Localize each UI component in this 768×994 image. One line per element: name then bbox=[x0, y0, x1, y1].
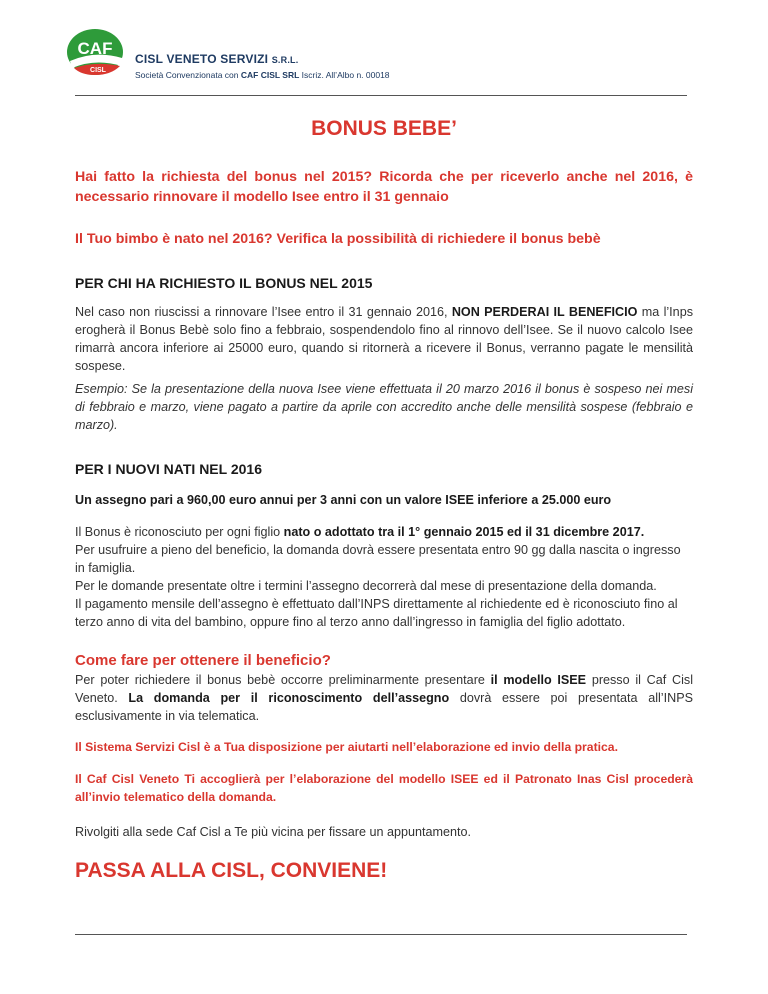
s2016-p4: Il pagamento mensile dell’assegno è effettuato dall’INPS direttamente al richiedente ed è riconosciuto fino al terzo anno di vita del bambino, oppure fino al terzo anno dall’ingresso in famiglia del figlio adottato. bbox=[75, 597, 678, 629]
subtitle-suffix: Iscriz. All’Albo n. 00018 bbox=[301, 70, 390, 80]
howto-p-bold1: il modello ISEE bbox=[490, 673, 587, 687]
section-2015-heading: PER CHI HA RICHIESTO IL BONUS NEL 2015 bbox=[75, 275, 373, 291]
howto-red-line-2: Il Caf Cisl Veneto Ti accoglierà per l’elaborazione del modello ISEE ed il Patronato Inas Cisl procederà all’invio telematico della domanda. bbox=[75, 772, 693, 804]
s2015-p1-a: Nel caso non riuscissi a rinnovare l’Isee entro il 31 gennaio 2016, bbox=[75, 305, 448, 319]
section-2015-paragraph bbox=[75, 303, 693, 375]
caf-cisl-logo bbox=[66, 28, 124, 76]
s2015-p1-bold: NON PERDERAI IL BENEFICIO bbox=[451, 305, 638, 319]
section-2016-amount: Un assegno pari a 960,00 euro annui per 3 anni con un valore ISEE inferiore a 25.000 euro bbox=[75, 493, 612, 507]
company-name-text: CISL VENETO SERVIZI bbox=[135, 52, 269, 66]
section-2016-heading: PER I NUOVI NATI NEL 2016 bbox=[75, 461, 262, 477]
company-subtitle bbox=[135, 70, 390, 80]
subtitle-prefix: Società Convenzionata con bbox=[135, 70, 239, 80]
section-2016-paragraph bbox=[75, 523, 693, 631]
howto-p-bold2: La domanda per il riconoscimento dell’assegno bbox=[128, 691, 450, 705]
logo-text-cisl: CISL bbox=[90, 67, 106, 74]
howto-p-a: Per poter richiedere il bonus bebè occorre preliminarmente presentare bbox=[75, 673, 485, 687]
s2016-p1-a: Il Bonus è riconosciuto per ogni figlio bbox=[75, 525, 281, 539]
intro-line-1: Hai fatto la richiesta del bonus nel 2015? Ricorda che per riceverlo anche nel 2016, è necessario rinnovare il modello Isee entro il 31 gennaio bbox=[75, 169, 693, 205]
s2015-p1-b: ma l’Inps erogherà il Bonus Bebè solo fino a febbraio, sospendendolo fino al rinnovo dell’Isee. Se il nuovo calcolo Isee rimarrà ancora inferiore ai 25000 euro, quando si ritornerà a ricevere il Bonus, verranno pagate le mensilità sospese. bbox=[75, 305, 693, 373]
header-divider bbox=[75, 95, 687, 96]
howto-paragraph bbox=[75, 671, 693, 725]
section-2015-example: Esempio: Se la presentazione della nuova Isee viene effettuata il 20 marzo 2016 il bonus è sospeso nei mesi di febbraio e marzo, viene pagato a partire da aprile con accredito anche delle mensilità sospese (febbraio e marzo). bbox=[75, 382, 693, 432]
company-name bbox=[135, 52, 298, 66]
s2016-p1-bold: nato o adottato tra il 1° gennaio 2015 ed il 31 dicembre 2017. bbox=[283, 525, 645, 539]
howto-p-c: dovrà essere poi presentata all’INPS esclusivamente in via telematica. bbox=[75, 691, 694, 723]
logo-text-caf: CAF bbox=[77, 39, 113, 58]
company-suffix: S.R.L. bbox=[271, 55, 299, 65]
s2016-p3: Per le domande presentate oltre i termini l’assegno decorrerà dal mese di presentazione della domanda. bbox=[75, 579, 657, 593]
howto-red-line-1: Il Sistema Servizi Cisl è a Tua disposizione per aiutarti nell’elaborazione ed invio della pratica. bbox=[75, 740, 618, 754]
footer-divider bbox=[75, 934, 687, 935]
howto-p-b: presso il Caf Cisl Veneto. bbox=[75, 673, 693, 705]
slogan: PASSA ALLA CISL, CONVIENE! bbox=[75, 859, 388, 882]
s2016-p2: Per usufruire a pieno del beneficio, la domanda dovrà essere presentata entro 90 gg dalla nascita o ingresso in famiglia. bbox=[75, 543, 681, 575]
intro-line-2: Il Tuo bimbo è nato nel 2016? Verifica la possibilità di richiedere il bonus bebè bbox=[75, 231, 601, 247]
contact-line: Rivolgiti alla sede Caf Cisl a Te più vicina per fissare un appuntamento. bbox=[75, 825, 471, 839]
page-title: BONUS BEBE’ bbox=[311, 117, 457, 140]
howto-heading: Come fare per ottenere il beneficio? bbox=[75, 652, 331, 669]
subtitle-bold: CAF CISL SRL bbox=[240, 70, 300, 80]
